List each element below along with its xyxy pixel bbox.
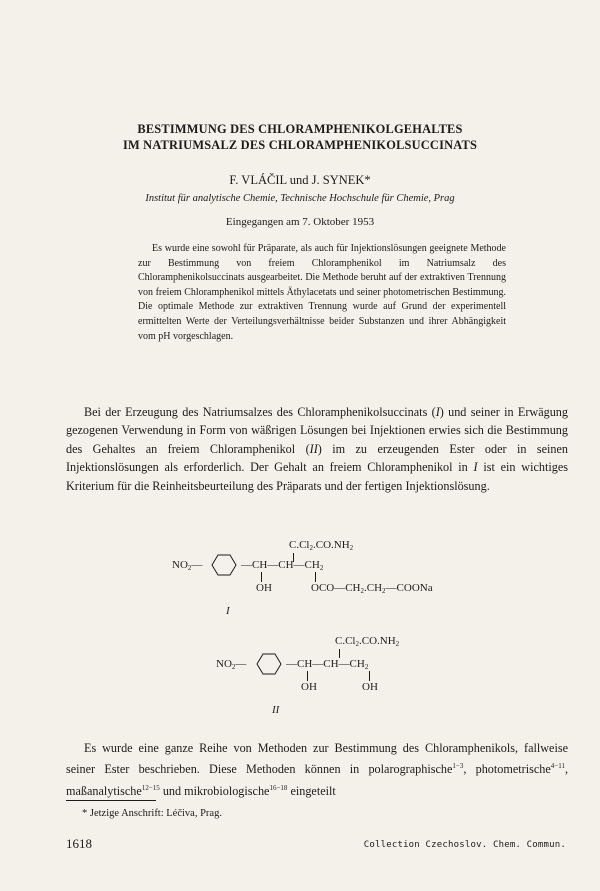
structure-I-bond-oh [261, 572, 262, 582]
structure-II-nitro: $NO_2—$ [216, 658, 247, 671]
citation-4: 16−18 [269, 783, 288, 792]
paragraph-1-text-a: Bei der Erzeugung des Natriumsalzes des Chloramphenikolsuccinats ( [84, 405, 436, 419]
footnote-rule [66, 800, 156, 801]
institute: Institut für analytische Chemie, Technische Hochschule für Chemie, Prag [145, 193, 455, 204]
paragraph-2-text-d: und mikrobiologische [159, 783, 270, 798]
title-line-1: BESTIMMUNG DES CHLORAMPHENIKOLGEHALTES [137, 122, 463, 136]
structure-I-top-group: $C.Cl_2.CO.NH_2$ [289, 539, 354, 552]
structure-II-oh-2: OH [362, 681, 378, 693]
citation-3: 12−15 [141, 783, 160, 792]
footnote: * Jetzige Anschrift: Léčiva, Prag. [82, 808, 222, 819]
structure-I-label: I [226, 605, 230, 617]
structure-I-ester: $OCO—CH_2.CH_2—COONa$ [311, 582, 433, 595]
paragraph-1-text-d: ist ein wichtiges Kriterium für die Reinheitsbeurteilung des Präparats und der fertigen Injektionslösung. [66, 460, 568, 493]
structure-II-oh-1: OH [301, 681, 317, 693]
structure-II-bond-oh2 [369, 671, 370, 681]
structure-II-bond-oh1 [307, 671, 308, 681]
abstract: Es wurde eine sowohl für Präparate, als auch für Injektionslösungen geeignete Methode zur Bestimmung von freiem Chloramphenikol im Natriumsalz des Chloramphenikolsuccinats ausgearbeitet. Die Methode beruht auf der extraktiven Trennung von freiem Chloramphenikol mittels Äthylacetats und seiner photometrischen Bestimmung. Die optimale Methode zur extraktiven Trennung wurde auf Grund der experimentell ermittelten Werte der Verteilungsverhältnisse beider Substanzen und ihrer Abhängigkeit vom pH vorgeschlagen. [138, 243, 506, 342]
title-line-2: IM NATRIUMSALZ DES CHLORAMPHENIKOLSUCCINATS [122, 138, 478, 152]
structure-I-bond-ester [315, 572, 316, 582]
structure-I-oh: OH [256, 582, 272, 594]
structure-I-chain: $—CH—CH—CH_2$ [241, 559, 324, 572]
structure-I-nitro: $NO_2—$ [172, 559, 203, 572]
compound-ref-3: I [473, 460, 478, 475]
compound-ref-1: I [435, 405, 440, 419]
citation-1: 1−3 [452, 762, 464, 771]
citation-2: 4−11 [550, 762, 565, 771]
journal-name: Collection Czechoslov. Chem. Commun. [363, 840, 566, 850]
paragraph-1-text-c: ) im zu erzeugenden Ester oder in seinen Injektionslösungen als erforderlich. Der Gehalt an freiem Chloramphenikol in [66, 441, 568, 475]
paragraph-2-text-e: eingeteilt [287, 783, 336, 798]
paragraph-2-text-b: , photometrische [463, 762, 551, 777]
paragraph-2-text-c: , maßanalytische [66, 762, 568, 798]
paragraph-1 [66, 403, 568, 495]
structure-II-benzene-ring-icon [251, 652, 287, 676]
structure-II-top-group: $C.Cl_2.CO.NH_2$ [335, 635, 400, 648]
received-date: Eingegangen am 7. Oktober 1953 [225, 216, 375, 228]
article-title [40, 121, 560, 153]
paragraph-2-text-a: Es wurde eine ganze Reihe von Methoden zur Bestimmung des Chloramphenikols, fallweise seiner Ester beschrieben. Diese Methoden können in polarographische [66, 741, 568, 777]
structure-II-chain: $—CH—CH—CH_2$ [286, 658, 369, 671]
paragraph-1-text-b: ) und seiner in Erwägung gezogenen Verwendung in Form von wäßrigen Lösungen bei Injektionen erwies sich die Bestimmung des Gehaltes an freiem Chloramphenikol ( [66, 405, 568, 456]
compound-ref-2: II [309, 441, 318, 456]
page-number: 1618 [66, 836, 92, 851]
structure-II-label: II [272, 704, 280, 716]
authors: F. VLÁČIL und J. SYNEK* [229, 173, 371, 187]
structure-II-bond-top [339, 649, 340, 658]
paragraph-2 [66, 739, 568, 800]
structure-I-benzene-ring-icon [206, 553, 242, 577]
